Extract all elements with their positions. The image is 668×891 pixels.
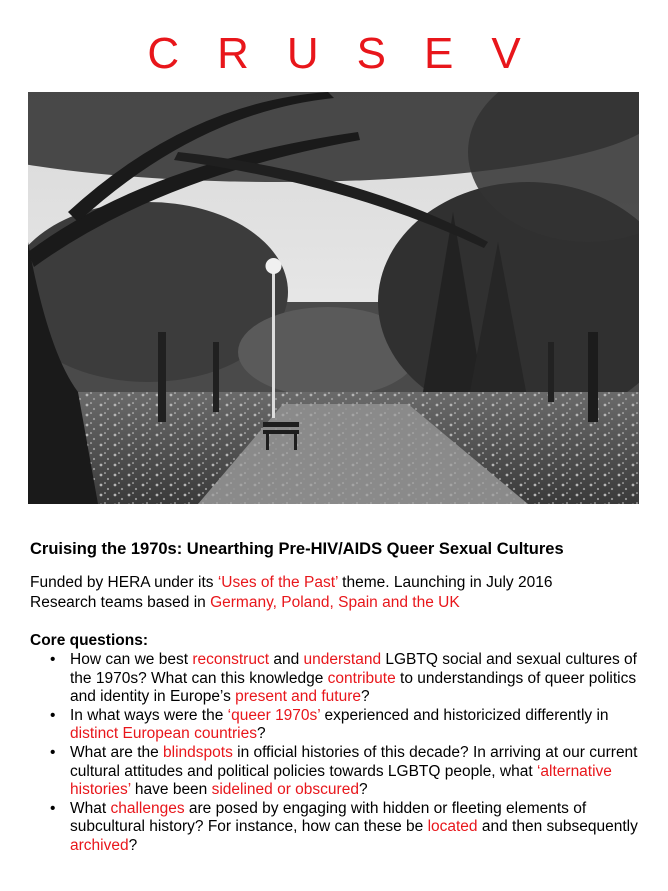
question-item: • How can we best reconstruct and understand LGBTQ social and sexual cultures of the 1970s? What can this knowledge contribute to understandings of queer politics and identity in Europe’s present and future? (50, 651, 640, 707)
park-photo (28, 92, 639, 504)
funding-line (30, 573, 552, 593)
question-item: • What are the blindspots in official histories of this decade? In arriving at our current cultural attitudes and political policies towards LGBTQ people, what ‘alternative histories’ have been sidelined or obscured? (50, 744, 640, 800)
page-title: CRUSEV (147, 29, 559, 78)
intro-paragraph (30, 573, 552, 613)
question-item: • What challenges are posed by engaging with hidden or fleeting elements of subcultural history? For instance, how can these be located and then subsequently archived? (50, 800, 640, 856)
launch-text: theme. Launching in July 2016 (337, 574, 553, 591)
question-item: • In what ways were the ‘queer 1970s’ experienced and historicized differently in distinct European countries? (50, 707, 640, 744)
theme-highlight: ‘Uses of the Past’ (217, 574, 338, 591)
countries-highlight: Germany, Poland, Spain and the UK (210, 594, 460, 611)
teams-text: Research teams based in (30, 594, 211, 611)
funding-text: Funded by HERA under its (30, 574, 218, 591)
core-questions-label: Core questions: (30, 632, 148, 649)
teams-line (30, 593, 552, 613)
core-questions-list (50, 651, 640, 856)
project-heading: Cruising the 1970s: Unearthing Pre-HIV/AIDS Queer Sexual Cultures (30, 540, 564, 558)
